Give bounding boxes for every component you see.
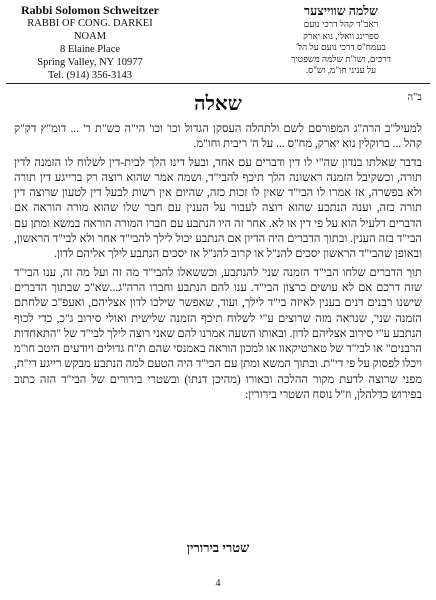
address-city: Spring Valley, NY 10977 <box>37 57 143 68</box>
rabbi-role-english: RABBI OF CONG. DARKEI NOAM <box>27 18 153 42</box>
rabbi-name-english: Rabbi Solomon Schweitzer <box>21 3 159 17</box>
letterhead-hebrew-line-2: ספרינג וואלי, נוא יארק <box>303 30 379 41</box>
letterhead-hebrew-line-4: דרכים, ושו"ת שלמה משפטיך <box>291 53 391 64</box>
address-street: 8 Elaine Place <box>59 44 121 55</box>
letterhead-english <box>10 4 170 82</box>
letterhead-hebrew-line-3: בעמח"ס דרכי נועם על הל' <box>296 42 386 52</box>
document-title: שאלה <box>194 93 242 115</box>
letterhead-divider <box>6 83 430 84</box>
body-paragraph: תוך הדברים שלחו הבי"ד הזמנה שני' להנתבע, וכששאלו להבי"ד מה זה ועל מה זה, ענו הבי"ד שזה דרכם אם לא עושים כרצון הבי"ד. ענו להם הנתבע וחברו הרה"ג...שא"כ שבתוך הדברים שישנו רבנים דנים בענין לאיזה בי"ד לילך, ועוד, שאפשר שילכו לדון אצליהם, ואעפ"כ שלחתם הזמנה שני', שנראה מזה שרוצים ע"י לשלוח תיכף הזמנה שלישית ואולי סירוב ג"כ, כדי לכוף הנתבע ע"י סירוב אצליהם לדון. ובאותו השעה אמרנו להם שאני רוצה לילך לבי"ד של "התאחדות הרבנים" או לבי"ד של טארטיקאוו או למכון הוראה באמנסי שהם ת"ח גדולים ויודעים היטב חו"מ ויכלו לפסוק על פי די"ת. ובתוך המשא ומתן עם הבי"ד היה הטעם למה הנתבע מבקש רייגע די"ת, מפני שרוצה לדעת מקור ההלכה ובאורו (מהיכן דנתו) ובשטרי בירורים של הבי"ד הזה כתוב בפירוש כדלהלן, וז"ל נוסח השטרי בירורין: <box>14 266 422 402</box>
body-paragraph: בדבר שאלתו בנדון שה"י לו דין ודברים עם אחד, ובעל דינו הלך לבית-דין לשלוח לו הזמנה לדין תורה, וכשקיבל הזמנה ראשונה הלך תיכף להבי"ד, ושמה אמר שהוא רוצה רק ברייגע דין תורה ולא בפשרה, אז אמרו לו הבי"ד שאין לו זכות כזה, שהיום אין רשות לבעל דין לטעון שרוצה דין תורה כזה, וענה הנתבע שהוא רוצה לעבור על הענין עם חבר שלו שהוא מורה הוראה אם הדברים דלעיל הוא על פי דין או לא. אחר זה היו הנתבע עם חברו המורה הוראה במשא ומתן עם הבי"ד בזה הענין. ובתוך הדברים היה הדיון אם הנתבע יכול לילך להבי"ד אחר ולא לבי"ד הראשון, ובאופן שהבי"ד הראשון יסכים להנ"ל או קרוב להנ"ל אז יסכים הנתבע לילך אליהם לדון. <box>14 156 422 261</box>
letterhead-hebrew-line-5: על עניני חו"מ, וש"ס. <box>305 65 377 75</box>
rabbi-name-hebrew: שלמה שווייצער <box>304 4 378 18</box>
letterhead-hebrew-line-1: ראב"ד קהל דרכי נועם <box>303 19 379 29</box>
phone-number: Tel. (914) 356-3143 <box>47 70 133 81</box>
bh-mark: ב"ה <box>407 92 422 103</box>
document-body <box>14 122 422 406</box>
salutation-paragraph: למעיל"ב הרה"ג המפורסם לשם ולתהלה העסקן הגדול וכו' וכו' הי"ה כש"ת ר' ... דומ"ץ דק"ק קהל ... ברוקלין נוא יארק, מח"ס ... על ה' ריבית וחו"מ. <box>14 123 422 151</box>
letterhead-hebrew <box>256 4 426 77</box>
section-subheading: שטרי בירורין <box>186 540 250 555</box>
page-number: 4 <box>215 578 221 589</box>
